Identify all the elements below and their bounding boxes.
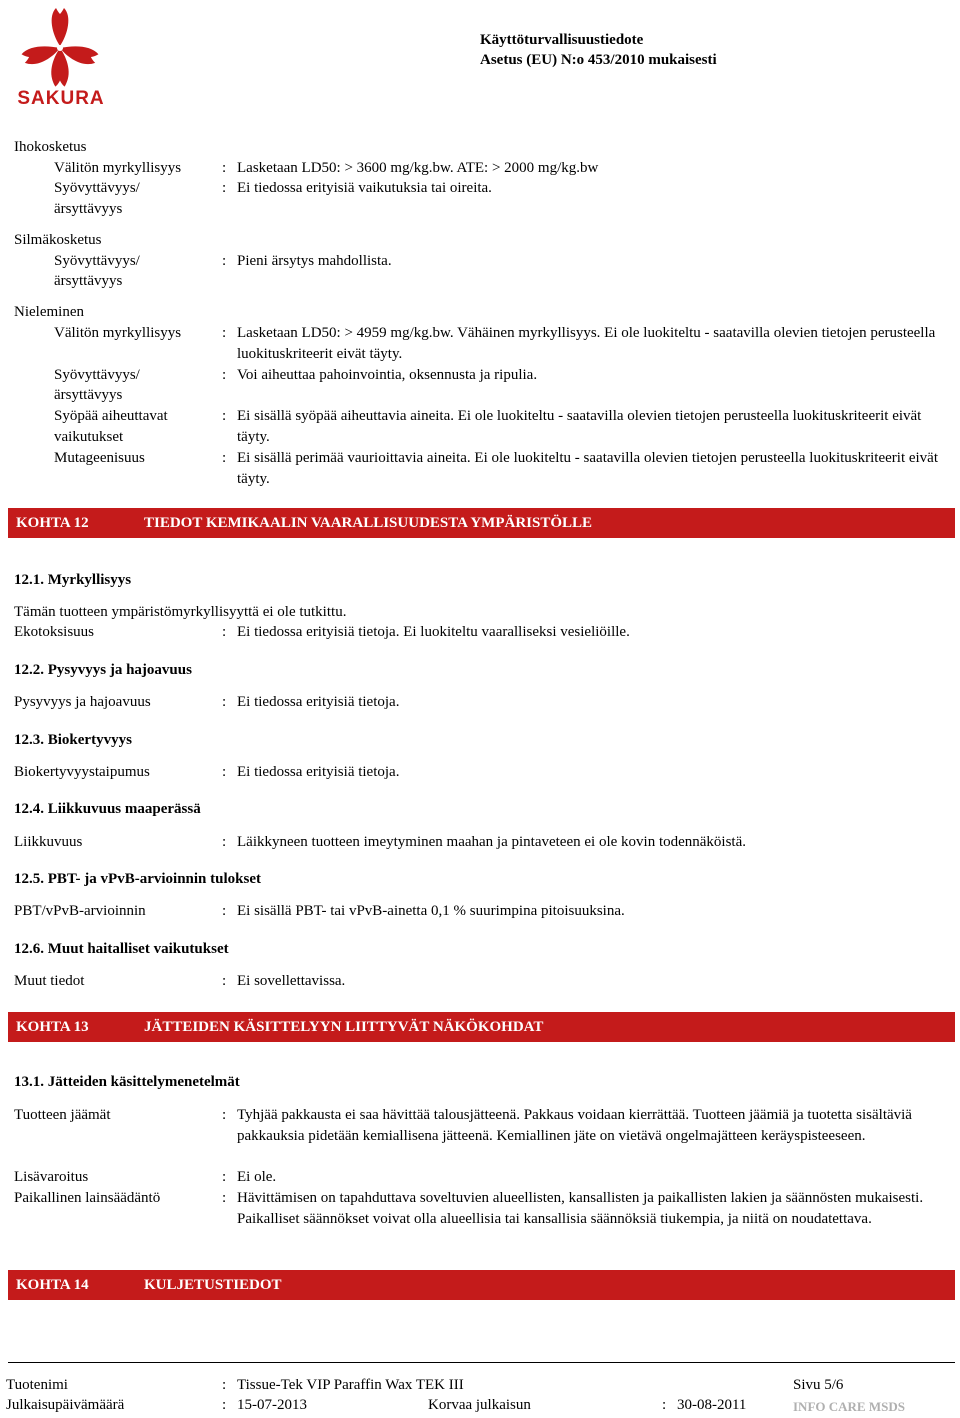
colon: : bbox=[222, 160, 227, 176]
additional-warning-value: Ei ole. bbox=[237, 1169, 277, 1185]
subsection-12-4-heading: 12.4. Liikkuvuus maaperässä bbox=[14, 801, 201, 817]
document-title bbox=[480, 30, 717, 70]
colon: : bbox=[222, 1190, 227, 1206]
skin-acute-value: Lasketaan LD50: > 3600 mg/kg.bw. ATE: > 2000 mg/kg.bw bbox=[237, 160, 599, 176]
colon: : bbox=[222, 325, 227, 341]
section-13-title: JÄTTEIDEN KÄSITTELYYN LIITTYVÄT NÄKÖKOHDAT bbox=[144, 1019, 544, 1035]
eye-corrosion-label-1: Syövyttävyys/ bbox=[54, 253, 140, 269]
persistence-label: Pysyvyys ja hajoavuus bbox=[14, 694, 151, 710]
bioaccumulation-label: Biokertyvyystaipumus bbox=[14, 764, 150, 780]
local-legislation-value: Hävittämisen on tapahduttava soveltuvien alueellisten, kansallisten ja paikallisten lakien ja säännösten mukaisesti. Paikalliset säännökset voivat olla alueellisia tai kansallisia säännöksiä tiukempia, ja niitä on noudatettava. bbox=[237, 1190, 924, 1227]
subsection-13-1-heading: 13.1. Jätteiden käsittelymenetelmät bbox=[14, 1074, 240, 1090]
local-legislation-label: Paikallinen lainsäädäntö bbox=[14, 1190, 161, 1206]
ingestion-acute-value: Lasketaan LD50: > 4959 mg/kg.bw. Vähäinen myrkyllisyys. Ei ole luokiteltu - saatavilla olevien tietojen perusteella luokituskriteerit eivät täyty. bbox=[237, 325, 936, 362]
ecotoxicity-label: Ekotoksisuus bbox=[14, 624, 95, 640]
carcinogenicity-value: Ei sisällä syöpää aiheuttavia aineita. Ei ole luokiteltu - saatavilla olevien tietojen perusteella luokituskriteerit eivät täyty. bbox=[237, 408, 922, 445]
mutagenicity-label: Mutageenisuus bbox=[54, 450, 145, 466]
carcinogenicity-label-2: vaikutukset bbox=[54, 429, 124, 445]
additional-warning-label: Lisävaroitus bbox=[14, 1169, 89, 1185]
carcinogenicity-label-1: Syöpää aiheuttavat bbox=[54, 408, 168, 424]
footer-divider bbox=[8, 1362, 955, 1363]
ingestion-heading: Nieleminen bbox=[14, 304, 84, 320]
colon: : bbox=[222, 367, 227, 383]
residues-value: Tyhjää pakkausta ei saa hävittää talousjätteenä. Pakkaus voidaan kierrättää. Tuotteen jäämiä ja tuotetta sisältäviä pakkauksia pidetään kemiallisena jätteenä. Kemiallinen jäte on vietävä ongelmajätteen keräyspisteeseen. bbox=[237, 1107, 912, 1144]
section-13-number: KOHTA 13 bbox=[16, 1019, 89, 1035]
colon: : bbox=[222, 450, 227, 466]
subsection-12-3-heading: 12.3. Biokertyvyys bbox=[14, 732, 132, 748]
section-13-header bbox=[8, 1012, 955, 1042]
sakura-logo bbox=[8, 4, 114, 106]
skin-acute-label: Välitön myrkyllisyys bbox=[54, 160, 182, 176]
mutagenicity-value: Ei sisällä perimää vaurioittavia aineita. Ei ole luokiteltu - saatavilla olevien tietojen perusteella luokituskriteerit eivät täyty. bbox=[237, 450, 939, 487]
persistence-value: Ei tiedossa erityisiä tietoja. bbox=[237, 694, 400, 710]
section-12-number: KOHTA 12 bbox=[16, 515, 89, 531]
colon: : bbox=[222, 408, 227, 424]
subsection-12-2-heading: 12.2. Pysyvyys ja hajoavuus bbox=[14, 662, 192, 678]
issue-date-value: 15-07-2013 bbox=[237, 1397, 307, 1413]
colon: : bbox=[222, 624, 227, 640]
ingestion-acute-label: Välitön myrkyllisyys bbox=[54, 325, 182, 341]
document-title-line2: Asetus (EU) N:o 453/2010 mukaisesti bbox=[480, 52, 717, 68]
other-info-label: Muut tiedot bbox=[14, 973, 85, 989]
mobility-value: Läikkyneen tuotteen imeytyminen maahan ja pintaveteen ei ole kovin todennäköistä. bbox=[237, 834, 747, 850]
colon: : bbox=[222, 764, 227, 780]
brand-name: SAKURA bbox=[17, 88, 105, 106]
colon: : bbox=[662, 1397, 667, 1413]
document-title-line1: Käyttöturvallisuustiedote bbox=[480, 32, 644, 48]
subsection-12-6-heading: 12.6. Muut haitalliset vaikutukset bbox=[14, 941, 229, 957]
subsection-12-1-heading: 12.1. Myrkyllisyys bbox=[14, 572, 132, 588]
colon: : bbox=[222, 253, 227, 269]
ingestion-corrosion-value: Voi aiheuttaa pahoinvointia, oksennusta ja ripulia. bbox=[237, 367, 538, 383]
skin-corrosion-label-1: Syövyttävyys/ bbox=[54, 180, 140, 196]
residues-label: Tuotteen jäämät bbox=[14, 1107, 111, 1123]
colon: : bbox=[222, 180, 227, 196]
skin-corrosion-label-2: ärsyttävyys bbox=[54, 201, 123, 217]
colon: : bbox=[222, 834, 227, 850]
colon: : bbox=[222, 903, 227, 919]
eye-corrosion-label-2: ärsyttävyys bbox=[54, 273, 123, 289]
subsection-12-1-text: Tämän tuotteen ympäristömyrkyllisyyttä ei ole tutkittu. bbox=[14, 604, 347, 620]
skin-heading: Ihokosketus bbox=[14, 139, 87, 155]
other-info-value: Ei sovellettavissa. bbox=[237, 973, 346, 989]
pbt-value: Ei sisällä PBT- tai vPvB-ainetta 0,1 % suurimpina pitoisuuksina. bbox=[237, 903, 625, 919]
bioaccumulation-value: Ei tiedossa erityisiä tietoja. bbox=[237, 764, 400, 780]
section-12-header bbox=[8, 508, 955, 538]
eye-heading: Silmäkosketus bbox=[14, 232, 102, 248]
replaces-label: Korvaa julkaisun bbox=[428, 1397, 531, 1413]
pbt-label: PBT/vPvB-arvioinnin bbox=[14, 903, 146, 919]
replaces-value: 30-08-2011 bbox=[677, 1397, 747, 1413]
sakura-flower-icon bbox=[8, 4, 114, 106]
colon: : bbox=[222, 1377, 227, 1393]
colon: : bbox=[222, 1107, 227, 1123]
ecotoxicity-value: Ei tiedossa erityisiä tietoja. Ei luokiteltu vaaralliseksi vesieliöille. bbox=[237, 624, 630, 640]
section-14-number: KOHTA 14 bbox=[16, 1277, 89, 1293]
eye-corrosion-value: Pieni ärsytys mahdollista. bbox=[237, 253, 392, 269]
product-name-value: Tissue-Tek VIP Paraffin Wax TEK III bbox=[237, 1377, 464, 1393]
section-14-title: KULJETUSTIEDOT bbox=[144, 1277, 282, 1293]
ingestion-corrosion-label-2: ärsyttävyys bbox=[54, 387, 123, 403]
info-care-brand: INFO CARE MSDS bbox=[793, 1399, 905, 1414]
subsection-12-5-heading: 12.5. PBT- ja vPvB-arvioinnin tulokset bbox=[14, 871, 261, 887]
section-12-title: TIEDOT KEMIKAALIN VAARALLISUUDESTA YMPÄRISTÖLLE bbox=[144, 515, 593, 531]
colon: : bbox=[222, 973, 227, 989]
skin-corrosion-value: Ei tiedossa erityisiä vaikutuksia tai oireita. bbox=[237, 180, 492, 196]
product-name-label: Tuotenimi bbox=[6, 1377, 68, 1393]
colon: : bbox=[222, 1169, 227, 1185]
section-14-header bbox=[8, 1270, 955, 1300]
colon: : bbox=[222, 694, 227, 710]
issue-date-label: Julkaisupäivämäärä bbox=[6, 1397, 125, 1413]
mobility-label: Liikkuvuus bbox=[14, 834, 83, 850]
page-number: Sivu 5/6 bbox=[793, 1377, 844, 1393]
colon: : bbox=[222, 1397, 227, 1413]
ingestion-corrosion-label-1: Syövyttävyys/ bbox=[54, 367, 140, 383]
